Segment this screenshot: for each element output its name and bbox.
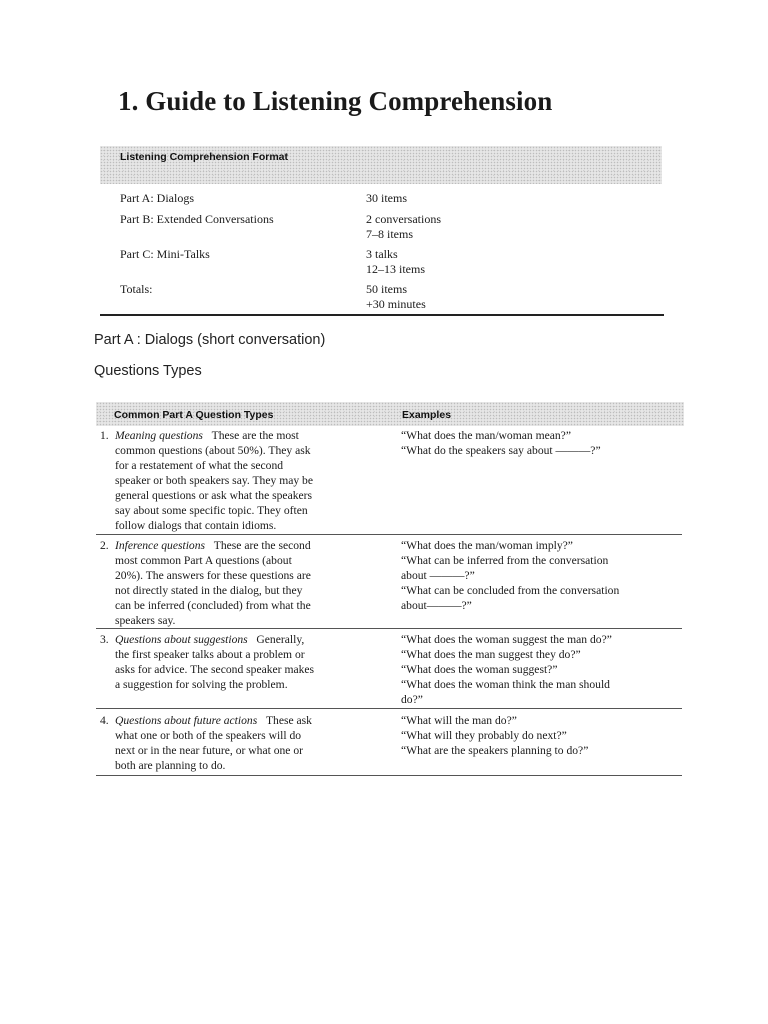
description-line: These are the second (213, 539, 311, 552)
description-line: for a restatement of what the second (115, 459, 284, 472)
description-line: both are planning to do. (115, 759, 226, 772)
section-heading: Part A : Dialogs (short conversation) (94, 332, 326, 348)
question-type-name: Inference questions (115, 539, 206, 552)
description-line: can be inferred (concluded) from what the (115, 599, 311, 612)
description-line: general questions or ask what the speakers (115, 489, 313, 502)
page-title: 1. Guide to Listening Comprehension (118, 86, 553, 116)
example-line: “What does the man suggest they do?” (401, 648, 581, 661)
example-line: about ———?” (401, 569, 475, 582)
question-examples (401, 428, 686, 458)
description-line: what one or both of the speakers will do (115, 729, 302, 742)
description-line: say about some specific topic. They often (115, 504, 308, 517)
example-line: “What can be inferred from the conversation (401, 554, 609, 567)
row-divider (96, 534, 682, 535)
row-divider (96, 708, 682, 709)
question-type-description (100, 428, 372, 533)
question-type-name: Meaning questions (115, 429, 203, 442)
description-line: most common Part A questions (about (115, 554, 292, 567)
example-line: “What will the man do?” (401, 714, 517, 727)
example-line: “What does the woman suggest?” (401, 663, 558, 676)
question-table-bottom-rule (96, 775, 682, 776)
description-line: common questions (about 50%). They ask (115, 444, 311, 457)
format-count-line: 50 items (366, 282, 407, 296)
example-line: “What will they probably do next?” (401, 729, 567, 742)
question-table-header-left: Common Part A Question Types (114, 409, 274, 421)
question-number: 4. (100, 714, 109, 727)
example-line: “What does the man/woman mean?” (401, 429, 571, 442)
example-line: “What does the woman think the man should (401, 678, 610, 691)
question-examples (401, 632, 686, 707)
example-line: “What do the speakers say about ———?” (401, 444, 601, 457)
row-divider (96, 628, 682, 629)
question-type-name: Questions about future actions (115, 714, 258, 727)
description-line: the first speaker talks about a problem or (115, 648, 305, 661)
description-line: not directly stated in the dialog, but they (115, 584, 303, 597)
description-line: speaker or both speakers say. They may be (115, 474, 313, 487)
format-count (366, 247, 425, 277)
description-line: asks for advice. The second speaker makes (115, 663, 315, 676)
question-examples (401, 713, 686, 758)
format-count (366, 282, 426, 312)
question-type-description (100, 632, 372, 692)
format-count-line: 2 conversations (366, 212, 441, 226)
description-line: next or in the near future, or what one or (115, 744, 304, 757)
question-number: 2. (100, 539, 109, 552)
description-line: speakers say. (115, 614, 176, 627)
format-part: Totals: (120, 282, 153, 296)
example-line: “What does the woman suggest the man do?” (401, 633, 612, 646)
question-table-header-right: Examples (402, 409, 452, 421)
description-line: a suggestion for solving the problem. (115, 678, 288, 691)
format-part: Part C: Mini-Talks (120, 247, 210, 261)
question-type-description (100, 538, 372, 628)
description-line: 20%). The answers for these questions are (115, 569, 311, 582)
format-part: Part B: Extended Conversations (120, 212, 274, 226)
example-line: about———?” (401, 599, 472, 612)
question-examples (401, 538, 686, 613)
format-table-bottom-rule (100, 314, 664, 316)
format-count (366, 212, 441, 242)
format-part: Part A: Dialogs (120, 191, 194, 205)
question-number: 1. (100, 429, 109, 442)
example-line: “What does the man/woman imply?” (401, 539, 573, 552)
question-type-name: Questions about suggestions (115, 633, 248, 646)
description-line: These ask (265, 714, 312, 727)
format-table-header: Listening Comprehension Format (120, 151, 289, 163)
example-line: “What can be concluded from the conversation (401, 584, 620, 597)
format-count-line: 7–8 items (366, 227, 413, 241)
description-line: Generally, (256, 633, 305, 646)
question-type-description (100, 713, 372, 773)
example-line: “What are the speakers planning to do?” (401, 744, 589, 757)
question-number: 3. (100, 633, 109, 646)
description-line: follow dialogs that contain idioms. (115, 519, 277, 532)
subheading: Questions Types (94, 363, 202, 379)
example-line: do?” (401, 693, 423, 706)
format-count-line: 12–13 items (366, 262, 425, 276)
description-line: These are the most (211, 429, 299, 442)
format-count-line: 3 talks (366, 247, 398, 261)
format-count-line: +30 minutes (366, 297, 426, 311)
format-count: 30 items (366, 191, 407, 205)
